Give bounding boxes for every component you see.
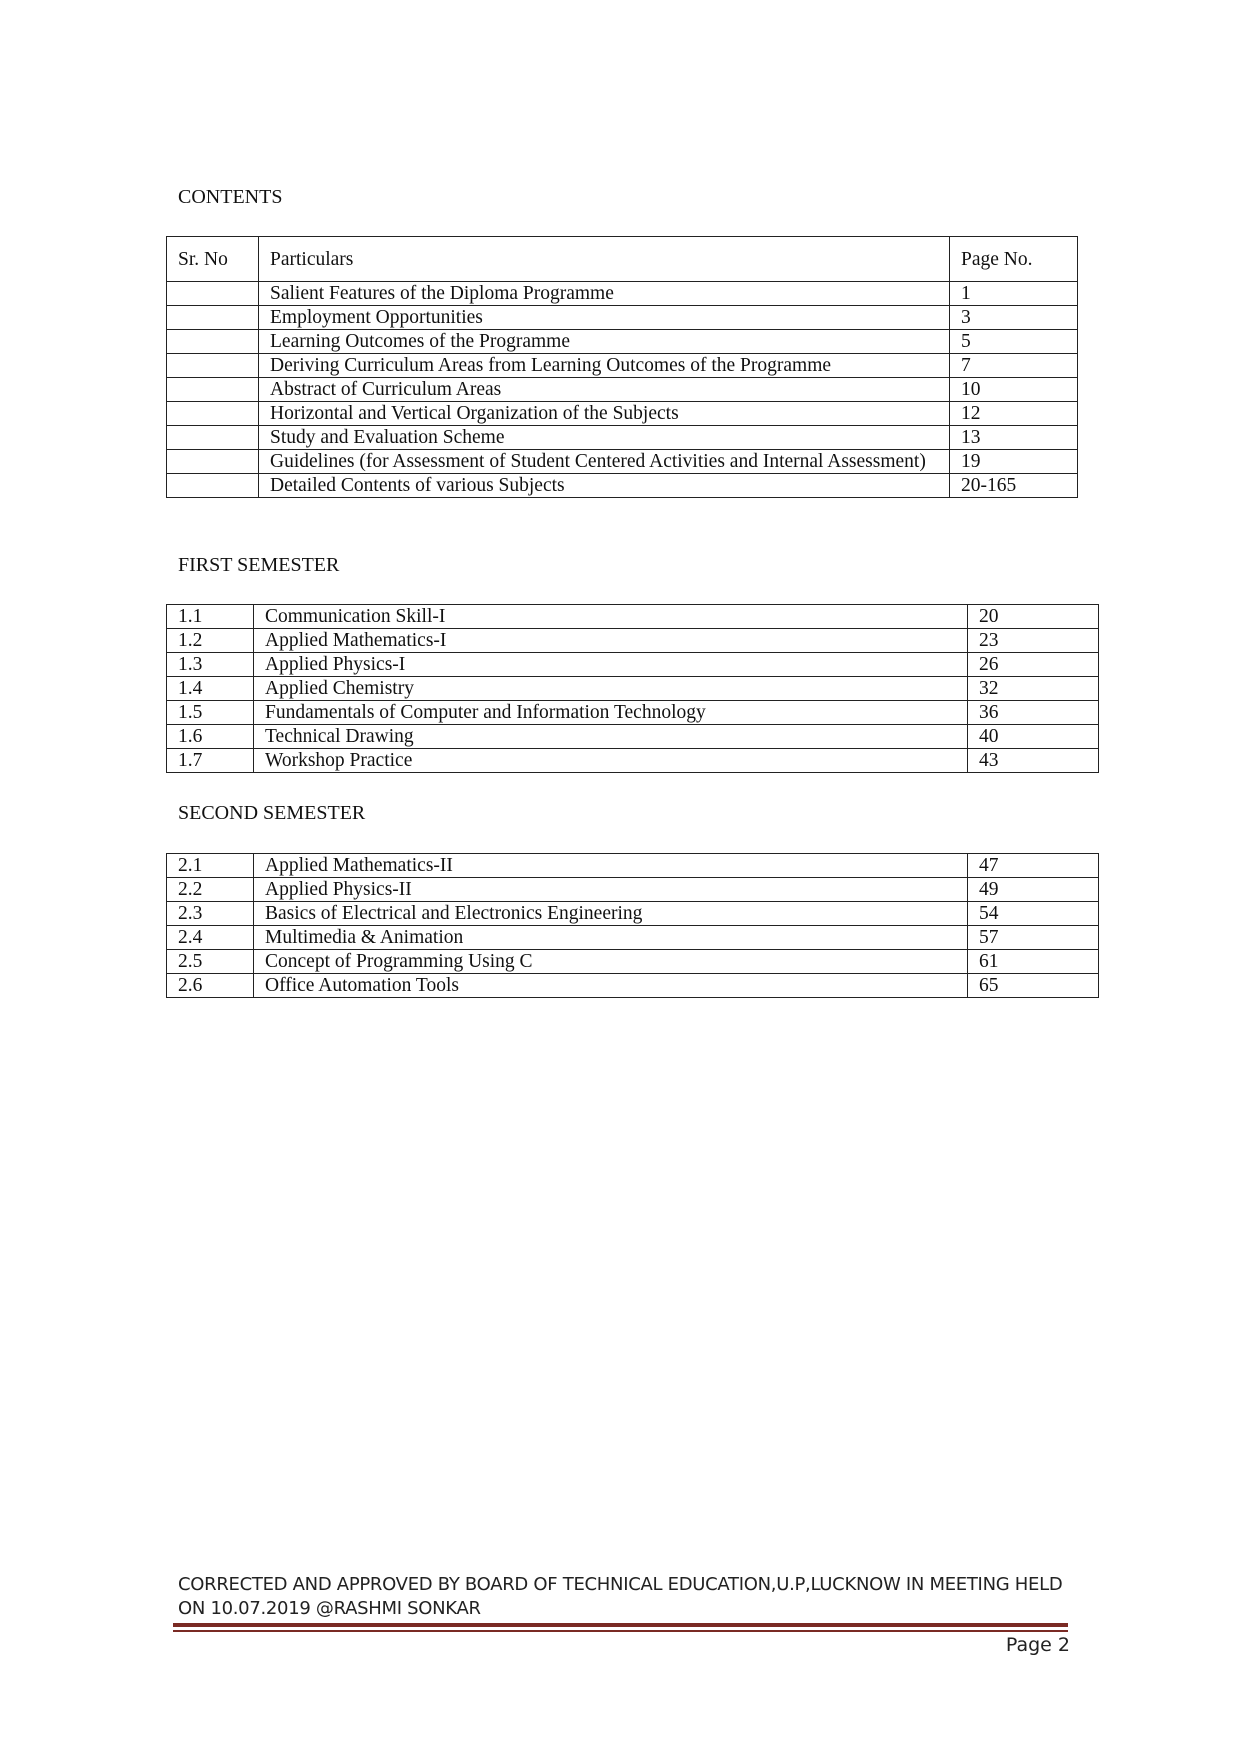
subject-code: 1.3 xyxy=(167,653,254,677)
subject-page: 54 xyxy=(968,902,1099,926)
subject-row xyxy=(167,950,1099,974)
subject-name: Technical Drawing xyxy=(254,725,968,749)
contents-page: 3 xyxy=(950,306,1078,330)
contents-row xyxy=(167,402,1078,426)
subject-page: 40 xyxy=(968,725,1099,749)
subject-name: Concept of Programming Using C xyxy=(254,950,968,974)
subject-row xyxy=(167,749,1099,773)
subject-name: Office Automation Tools xyxy=(254,974,968,998)
header-page-no: Page No. xyxy=(950,237,1078,282)
contents-page: 20-165 xyxy=(950,474,1078,498)
header-particulars: Particulars xyxy=(259,237,950,282)
subject-code: 1.2 xyxy=(167,629,254,653)
subject-code: 1.5 xyxy=(167,701,254,725)
subject-page: 57 xyxy=(968,926,1099,950)
subject-row xyxy=(167,926,1099,950)
page-number: Page 2 xyxy=(1005,1634,1070,1656)
contents-row xyxy=(167,282,1078,306)
contents-row xyxy=(167,450,1078,474)
subject-code: 2.6 xyxy=(167,974,254,998)
subject-code: 1.7 xyxy=(167,749,254,773)
contents-page: 5 xyxy=(950,330,1078,354)
subject-code: 2.2 xyxy=(167,878,254,902)
subject-page: 26 xyxy=(968,653,1099,677)
contents-sr xyxy=(167,426,259,450)
subject-row xyxy=(167,677,1099,701)
subject-row xyxy=(167,974,1099,998)
subject-page: 43 xyxy=(968,749,1099,773)
contents-row xyxy=(167,474,1078,498)
subject-row xyxy=(167,629,1099,653)
contents-sr xyxy=(167,402,259,426)
contents-page: 10 xyxy=(950,378,1078,402)
subject-page: 23 xyxy=(968,629,1099,653)
contents-header-row xyxy=(167,237,1078,282)
contents-heading: CONTENTS xyxy=(178,186,283,208)
contents-sr xyxy=(167,306,259,330)
subject-page: 65 xyxy=(968,974,1099,998)
subject-code: 2.3 xyxy=(167,902,254,926)
contents-sr xyxy=(167,330,259,354)
subject-name: Fundamentals of Computer and Information Technology xyxy=(254,701,968,725)
subject-page: 36 xyxy=(968,701,1099,725)
subject-page: 32 xyxy=(968,677,1099,701)
subject-row xyxy=(167,902,1099,926)
subject-code: 1.6 xyxy=(167,725,254,749)
contents-table xyxy=(166,236,1078,498)
subject-code: 1.1 xyxy=(167,605,254,629)
contents-page: 19 xyxy=(950,450,1078,474)
contents-particular: Salient Features of the Diploma Programme xyxy=(259,282,950,306)
subject-page: 61 xyxy=(968,950,1099,974)
first-semester-table xyxy=(166,604,1099,773)
subject-name: Basics of Electrical and Electronics Engineering xyxy=(254,902,968,926)
contents-row xyxy=(167,378,1078,402)
subject-code: 2.5 xyxy=(167,950,254,974)
footer-approval-note: CORRECTED AND APPROVED BY BOARD OF TECHNICAL EDUCATION,U.P,LUCKNOW IN MEETING HELD ON 10.07.2019 @RASHMI SONKAR xyxy=(178,1574,1063,1619)
contents-row xyxy=(167,354,1078,378)
contents-sr xyxy=(167,450,259,474)
subject-name: Applied Physics-II xyxy=(254,878,968,902)
subject-name: Applied Chemistry xyxy=(254,677,968,701)
contents-particular: Learning Outcomes of the Programme xyxy=(259,330,950,354)
subject-page: 20 xyxy=(968,605,1099,629)
subject-code: 2.4 xyxy=(167,926,254,950)
contents-row xyxy=(167,426,1078,450)
subject-name: Communication Skill-I xyxy=(254,605,968,629)
subject-name: Applied Mathematics-I xyxy=(254,629,968,653)
footer-rule xyxy=(173,1623,1068,1627)
subject-name: Applied Physics-I xyxy=(254,653,968,677)
contents-particular: Detailed Contents of various Subjects xyxy=(259,474,950,498)
subject-row xyxy=(167,653,1099,677)
subject-code: 1.4 xyxy=(167,677,254,701)
contents-row xyxy=(167,306,1078,330)
contents-page: 12 xyxy=(950,402,1078,426)
contents-particular: Guidelines (for Assessment of Student Centered Activities and Internal Assessment) xyxy=(259,450,950,474)
contents-particular: Abstract of Curriculum Areas xyxy=(259,378,950,402)
contents-particular: Horizontal and Vertical Organization of the Subjects xyxy=(259,402,950,426)
first-semester-heading: FIRST SEMESTER xyxy=(178,554,340,576)
contents-sr xyxy=(167,474,259,498)
subject-name: Workshop Practice xyxy=(254,749,968,773)
contents-page: 13 xyxy=(950,426,1078,450)
contents-particular: Deriving Curriculum Areas from Learning Outcomes of the Programme xyxy=(259,354,950,378)
second-semester-heading: SECOND SEMESTER xyxy=(178,802,366,824)
subject-row xyxy=(167,725,1099,749)
contents-particular: Employment Opportunities xyxy=(259,306,950,330)
contents-page: 1 xyxy=(950,282,1078,306)
subject-row xyxy=(167,854,1099,878)
subject-page: 47 xyxy=(968,854,1099,878)
second-semester-table xyxy=(166,853,1099,998)
header-sr-no: Sr. No xyxy=(167,237,259,282)
subject-row xyxy=(167,701,1099,725)
contents-sr xyxy=(167,378,259,402)
contents-particular: Study and Evaluation Scheme xyxy=(259,426,950,450)
subject-page: 49 xyxy=(968,878,1099,902)
contents-page: 7 xyxy=(950,354,1078,378)
contents-row xyxy=(167,330,1078,354)
contents-sr xyxy=(167,354,259,378)
footer-rule-thin xyxy=(173,1630,1068,1632)
subject-name: Applied Mathematics-II xyxy=(254,854,968,878)
subject-row xyxy=(167,878,1099,902)
subject-name: Multimedia & Animation xyxy=(254,926,968,950)
subject-code: 2.1 xyxy=(167,854,254,878)
contents-sr xyxy=(167,282,259,306)
subject-row xyxy=(167,605,1099,629)
